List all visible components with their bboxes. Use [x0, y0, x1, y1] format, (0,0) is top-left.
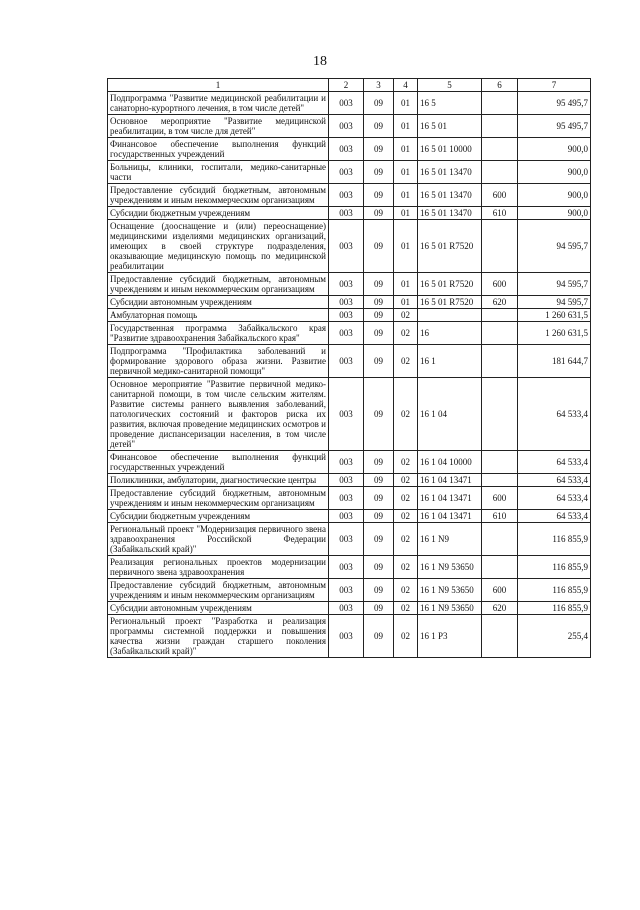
amount-value: 94 595,7 — [518, 220, 591, 273]
subsection-code: 01 — [394, 115, 418, 138]
target-article-code: 16 5 01 — [418, 115, 482, 138]
table-row — [108, 378, 591, 451]
amount-value: 64 533,4 — [518, 474, 591, 487]
target-article-code: 16 1 04 13471 — [418, 510, 482, 523]
table-row — [108, 207, 591, 220]
expense-type-code — [482, 615, 518, 658]
chapter-code: 003 — [329, 115, 364, 138]
section-code: 09 — [364, 309, 394, 322]
target-article-code: 16 5 01 13470 — [418, 161, 482, 184]
target-article-code: 16 5 01 13470 — [418, 207, 482, 220]
amount-value: 64 533,4 — [518, 451, 591, 474]
chapter-code: 003 — [329, 378, 364, 451]
expense-type-code: 600 — [482, 273, 518, 296]
chapter-code: 003 — [329, 474, 364, 487]
row-name: Субсидии автономным учреждениям — [108, 602, 329, 615]
table-body — [108, 92, 591, 658]
table-row — [108, 296, 591, 309]
subsection-code: 02 — [394, 451, 418, 474]
chapter-code: 003 — [329, 487, 364, 510]
section-code: 09 — [364, 602, 394, 615]
row-name: Субсидии бюджетным учреждениям — [108, 207, 329, 220]
amount-value: 900,0 — [518, 184, 591, 207]
subsection-code: 02 — [394, 322, 418, 345]
chapter-code: 003 — [329, 138, 364, 161]
table-row — [108, 451, 591, 474]
expense-type-code — [482, 161, 518, 184]
section-code: 09 — [364, 451, 394, 474]
row-name: Оснащение (дооснащение и (или) переоснащение) медицинскими изделиями медицинских организаций, имеющих в своей структуре подразделения, оказывающие медицинскую помощь по медицинской реабилитации — [108, 220, 329, 273]
table-row — [108, 161, 591, 184]
subsection-code: 02 — [394, 602, 418, 615]
section-code: 09 — [364, 115, 394, 138]
amount-value: 116 855,9 — [518, 579, 591, 602]
chapter-code: 003 — [329, 161, 364, 184]
row-name: Финансовое обеспечение выполнения функций государственных учреждений — [108, 451, 329, 474]
table-row — [108, 510, 591, 523]
expense-type-code — [482, 451, 518, 474]
row-name: Амбулаторная помощь — [108, 309, 329, 322]
amount-value: 64 533,4 — [518, 378, 591, 451]
row-name: Государственная программа Забайкальского края "Развитие здравоохранения Забайкальского края" — [108, 322, 329, 345]
expense-type-code — [482, 523, 518, 556]
target-article-code: 16 5 01 R7520 — [418, 296, 482, 309]
section-code: 09 — [364, 207, 394, 220]
expense-type-code — [482, 378, 518, 451]
table-row — [108, 602, 591, 615]
table-row — [108, 184, 591, 207]
subsection-code: 02 — [394, 474, 418, 487]
expense-type-code — [482, 556, 518, 579]
target-article-code: 16 1 N9 53650 — [418, 602, 482, 615]
amount-value: 64 533,4 — [518, 487, 591, 510]
row-name: Основное мероприятие "Развитие первичной медико-санитарной помощи, в том числе сельским жителям. Развитие системы раннего выявления заболеваний, патологических состояний и факторов риска их развития, включая проведение медицинских осмотров и проведение диспансеризации населения, в том числе детей" — [108, 378, 329, 451]
row-name: Предоставление субсидий бюджетным, автономным учреждениям и иным некоммерческим организациям — [108, 579, 329, 602]
subsection-code: 02 — [394, 556, 418, 579]
section-code: 09 — [364, 615, 394, 658]
target-article-code: 16 1 N9 53650 — [418, 556, 482, 579]
expense-type-code: 600 — [482, 184, 518, 207]
amount-value: 94 595,7 — [518, 296, 591, 309]
target-article-code: 16 5 01 R7520 — [418, 273, 482, 296]
row-name: Больницы, клиники, госпитали, медико-санитарные части — [108, 161, 329, 184]
chapter-code: 003 — [329, 322, 364, 345]
target-article-code: 16 1 P3 — [418, 615, 482, 658]
expense-type-code — [482, 345, 518, 378]
subsection-code: 02 — [394, 378, 418, 451]
row-name: Субсидии бюджетным учреждениям — [108, 510, 329, 523]
row-name: Основное мероприятие "Развитие медицинской реабилитации, в том числе для детей" — [108, 115, 329, 138]
amount-value: 64 533,4 — [518, 510, 591, 523]
table-row — [108, 138, 591, 161]
table-row — [108, 115, 591, 138]
amount-value: 116 855,9 — [518, 556, 591, 579]
section-code: 09 — [364, 322, 394, 345]
section-code: 09 — [364, 579, 394, 602]
section-code: 09 — [364, 345, 394, 378]
target-article-code: 16 5 01 R7520 — [418, 220, 482, 273]
table-row — [108, 556, 591, 579]
target-article-code: 16 1 04 10000 — [418, 451, 482, 474]
table-row — [108, 523, 591, 556]
section-code: 09 — [364, 220, 394, 273]
target-article-code: 16 5 — [418, 92, 482, 115]
expense-type-code: 620 — [482, 602, 518, 615]
expense-type-code: 610 — [482, 510, 518, 523]
subsection-code: 02 — [394, 510, 418, 523]
expense-type-code — [482, 474, 518, 487]
subsection-code: 02 — [394, 487, 418, 510]
row-name: Региональный проект "Модернизация первичного звена здравоохранения Российской Федерации (Забайкальский край)" — [108, 523, 329, 556]
section-code: 09 — [364, 510, 394, 523]
chapter-code: 003 — [329, 207, 364, 220]
amount-value: 900,0 — [518, 161, 591, 184]
row-name: Подпрограмма "Профилактика заболеваний и формирование здорового образа жизни. Развитие первичной медико-санитарной помощи" — [108, 345, 329, 378]
chapter-code: 003 — [329, 309, 364, 322]
table-row — [108, 615, 591, 658]
expense-type-code: 600 — [482, 579, 518, 602]
row-name: Финансовое обеспечение выполнения функций государственных учреждений — [108, 138, 329, 161]
column-header: 2 — [329, 79, 364, 92]
expense-type-code — [482, 220, 518, 273]
row-name: Предоставление субсидий бюджетным, автономным учреждениям и иным некоммерческим организациям — [108, 487, 329, 510]
subsection-code: 01 — [394, 92, 418, 115]
amount-value: 95 495,7 — [518, 92, 591, 115]
subsection-code: 01 — [394, 296, 418, 309]
table-row — [108, 345, 591, 378]
amount-value: 116 855,9 — [518, 523, 591, 556]
amount-value: 181 644,7 — [518, 345, 591, 378]
chapter-code: 003 — [329, 523, 364, 556]
section-code: 09 — [364, 474, 394, 487]
subsection-code: 01 — [394, 207, 418, 220]
row-name: Предоставление субсидий бюджетным, автономным учреждениям и иным некоммерческим организациям — [108, 273, 329, 296]
page-number: 18 — [313, 54, 327, 69]
budget-table — [107, 78, 591, 658]
table-row — [108, 474, 591, 487]
column-header: 3 — [364, 79, 394, 92]
target-article-code: 16 5 01 13470 — [418, 184, 482, 207]
expense-type-code — [482, 138, 518, 161]
chapter-code: 003 — [329, 273, 364, 296]
chapter-code: 003 — [329, 615, 364, 658]
section-code: 09 — [364, 556, 394, 579]
amount-value: 116 855,9 — [518, 602, 591, 615]
table-row — [108, 487, 591, 510]
amount-value: 1 260 631,5 — [518, 309, 591, 322]
chapter-code: 003 — [329, 556, 364, 579]
amount-value: 94 595,7 — [518, 273, 591, 296]
row-name: Подпрограмма "Развитие медицинской реабилитации и санаторно-курортного лечения, в том числе детей" — [108, 92, 329, 115]
chapter-code: 003 — [329, 579, 364, 602]
column-header: 1 — [108, 79, 329, 92]
amount-value: 1 260 631,5 — [518, 322, 591, 345]
target-article-code: 16 1 — [418, 345, 482, 378]
chapter-code: 003 — [329, 92, 364, 115]
column-header: 7 — [518, 79, 591, 92]
target-article-code: 16 1 N9 — [418, 523, 482, 556]
amount-value: 900,0 — [518, 207, 591, 220]
table-row — [108, 273, 591, 296]
chapter-code: 003 — [329, 184, 364, 207]
subsection-code: 01 — [394, 220, 418, 273]
chapter-code: 003 — [329, 345, 364, 378]
target-article-code: 16 1 04 13471 — [418, 487, 482, 510]
chapter-code: 003 — [329, 220, 364, 273]
subsection-code: 01 — [394, 184, 418, 207]
subsection-code: 01 — [394, 161, 418, 184]
chapter-code: 003 — [329, 451, 364, 474]
target-article-code: 16 1 N9 53650 — [418, 579, 482, 602]
table-row — [108, 322, 591, 345]
subsection-code: 02 — [394, 345, 418, 378]
header-row — [108, 79, 591, 92]
row-name: Поликлиники, амбулатории, диагностические центры — [108, 474, 329, 487]
section-code: 09 — [364, 523, 394, 556]
subsection-code: 02 — [394, 615, 418, 658]
subsection-code: 01 — [394, 273, 418, 296]
subsection-code: 01 — [394, 138, 418, 161]
expense-type-code — [482, 115, 518, 138]
chapter-code: 003 — [329, 510, 364, 523]
amount-value: 255,4 — [518, 615, 591, 658]
section-code: 09 — [364, 92, 394, 115]
row-name: Предоставление субсидий бюджетным, автономным учреждениям и иным некоммерческим организациям — [108, 184, 329, 207]
column-header: 5 — [418, 79, 482, 92]
target-article-code: 16 5 01 10000 — [418, 138, 482, 161]
target-article-code: 16 1 04 13471 — [418, 474, 482, 487]
target-article-code: 16 — [418, 322, 482, 345]
section-code: 09 — [364, 378, 394, 451]
chapter-code: 003 — [329, 602, 364, 615]
section-code: 09 — [364, 184, 394, 207]
expense-type-code: 600 — [482, 487, 518, 510]
table-row — [108, 220, 591, 273]
column-header: 6 — [482, 79, 518, 92]
chapter-code: 003 — [329, 296, 364, 309]
table-row — [108, 309, 591, 322]
expense-type-code — [482, 322, 518, 345]
amount-value: 900,0 — [518, 138, 591, 161]
row-name: Региональный проект "Разработка и реализация программы системной поддержки и повышения качества жизни граждан старшего поколения (Забайкальский край)" — [108, 615, 329, 658]
subsection-code: 02 — [394, 579, 418, 602]
row-name: Реализация региональных проектов модернизации первичного звена здравоохранения — [108, 556, 329, 579]
subsection-code: 02 — [394, 309, 418, 322]
section-code: 09 — [364, 273, 394, 296]
target-article-code — [418, 309, 482, 322]
table-row — [108, 92, 591, 115]
amount-value: 95 495,7 — [518, 115, 591, 138]
table-row — [108, 579, 591, 602]
column-header: 4 — [394, 79, 418, 92]
section-code: 09 — [364, 487, 394, 510]
section-code: 09 — [364, 296, 394, 309]
expense-type-code: 620 — [482, 296, 518, 309]
section-code: 09 — [364, 138, 394, 161]
expense-type-code — [482, 92, 518, 115]
target-article-code: 16 1 04 — [418, 378, 482, 451]
expense-type-code: 610 — [482, 207, 518, 220]
expense-type-code — [482, 309, 518, 322]
subsection-code: 02 — [394, 523, 418, 556]
section-code: 09 — [364, 161, 394, 184]
row-name: Субсидии автономным учреждениям — [108, 296, 329, 309]
